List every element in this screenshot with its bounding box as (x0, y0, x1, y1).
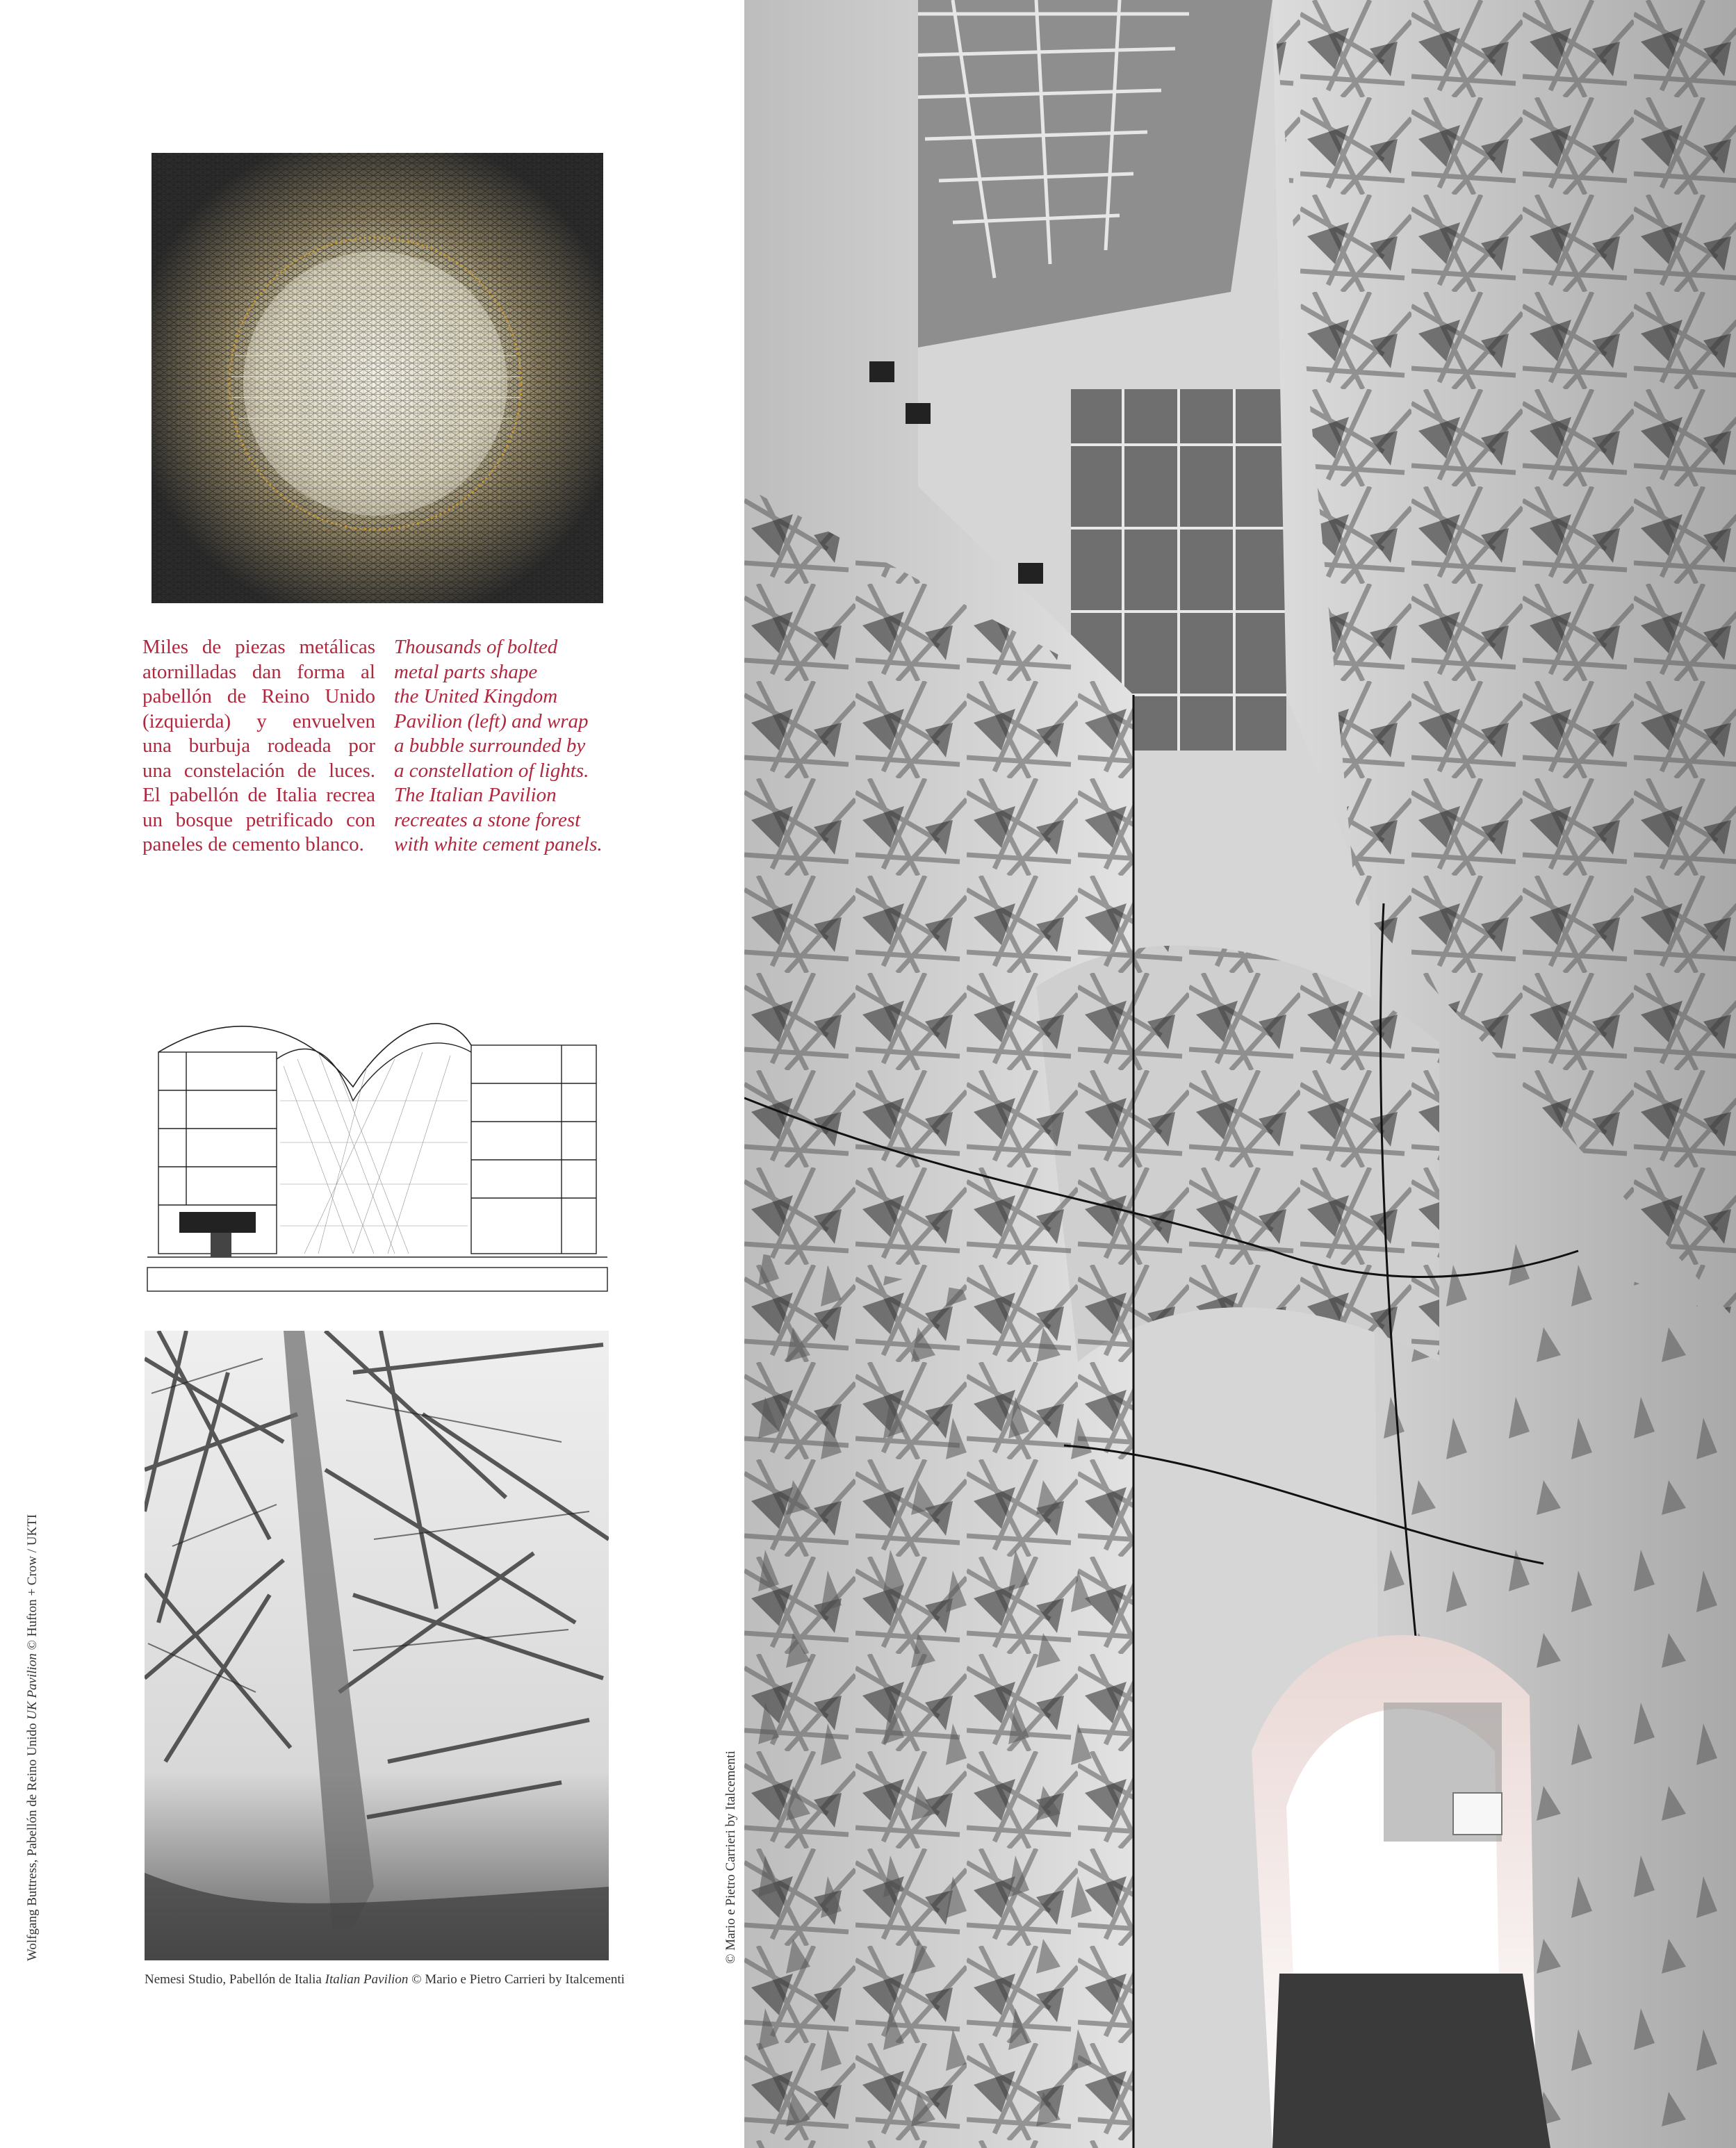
credit-large-photo: © Mario e Pietro Carrieri by Italcementi (723, 1751, 738, 1964)
caption-line: El pabellón de Italia recrea (142, 784, 375, 806)
caption-line: metal parts shape (394, 660, 538, 683)
caption-line: a bubble surrounded by (394, 735, 586, 757)
caption-line: (izquierda) y envuelven (142, 710, 375, 732)
italian-pavilion-section-drawing (145, 1003, 610, 1295)
caption-line: Thousands of bolted (394, 636, 558, 658)
caption-line: paneles de cemento blanco. (142, 833, 364, 855)
caption-spanish (142, 635, 375, 858)
italian-pavilion-facade-photo (145, 1331, 609, 1960)
caption-line: una constelación de luces. (142, 759, 375, 782)
italian-pavilion-interior-photo (744, 0, 1736, 2148)
caption-line: Pavilion (left) and wrap (394, 710, 589, 732)
caption-line: pabellón de Reino Unido (142, 685, 375, 707)
caption-line: recreates a stone forest (394, 808, 581, 831)
caption-line: a constellation of lights. (394, 759, 589, 782)
caption-line: Miles de piezas metálicas (142, 636, 375, 658)
credit-copyright: © Mario e Pietro Carrieri by Italcementi (411, 1972, 625, 1987)
caption-line: with white cement panels. (394, 833, 603, 855)
credit-title: UK Pavilion (25, 1653, 40, 1720)
caption-line: una burbuja rodeada por (142, 735, 375, 757)
uk-pavilion-image (145, 147, 609, 607)
credit-italian-pavilion (145, 1972, 625, 1987)
credit-author: Wolfgang Buttress, Pabellón de Reino Unido (25, 1723, 40, 1961)
caption-line: un bosque petrificado con (142, 808, 375, 831)
caption-line: the United Kingdom (394, 685, 558, 707)
caption-line: atornilladas dan forma al (142, 660, 375, 683)
credit-uk-pavilion (25, 1514, 40, 1961)
caption-line: The Italian Pavilion (394, 784, 557, 806)
credit-copyright: © Hufton + Crow / UKTI (25, 1514, 40, 1650)
credit-author: Nemesi Studio, Pabellón de Italia (145, 1972, 322, 1987)
credit-title: Italian Pavilion (325, 1972, 409, 1987)
caption-english (394, 635, 630, 858)
